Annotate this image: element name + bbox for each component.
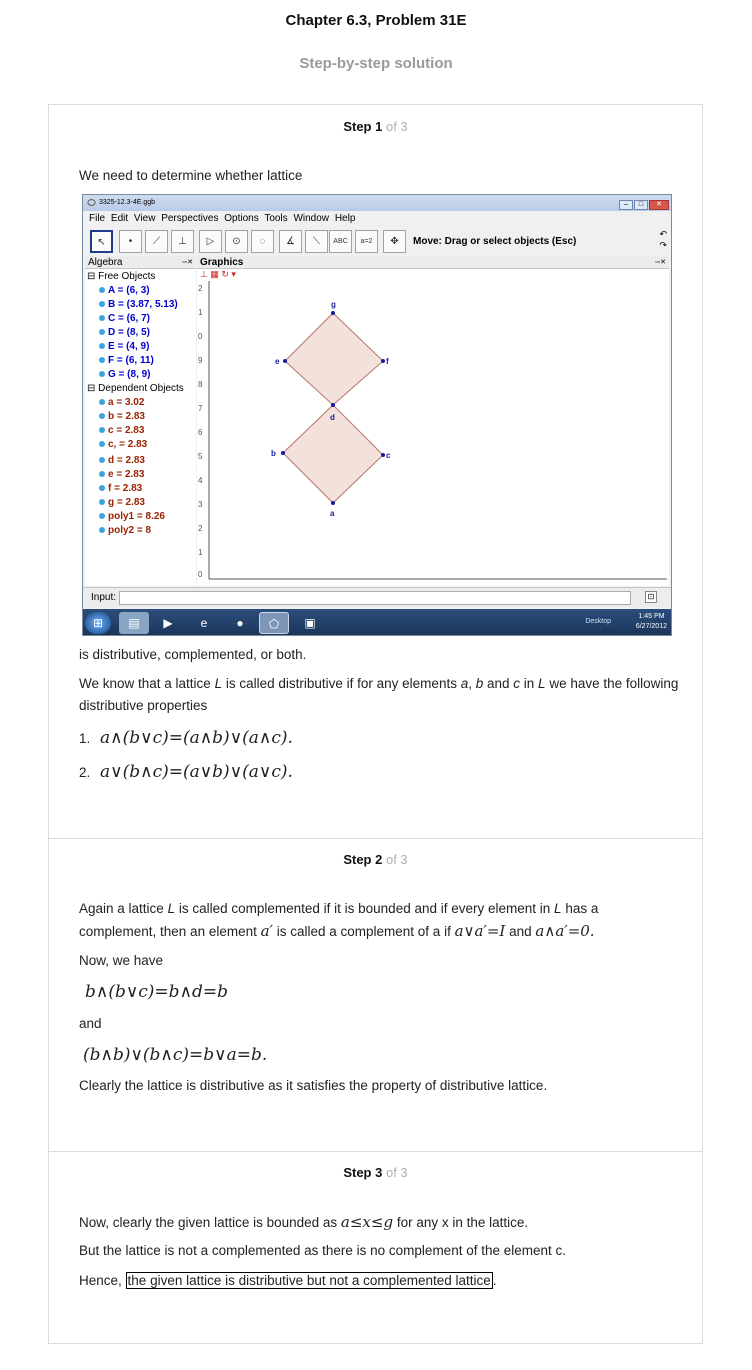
algebra-title: Algebra (88, 257, 123, 268)
firefox-icon[interactable]: ● (236, 616, 244, 630)
algebra-header (85, 256, 196, 269)
taskbar (83, 609, 672, 636)
algebra-item[interactable]: D = (8, 5) (99, 327, 150, 338)
graphics-view[interactable] (197, 269, 669, 586)
start-button-icon[interactable]: ⊞ (85, 612, 111, 634)
svg-text:6: 6 (198, 428, 203, 437)
menu-window[interactable]: Window (293, 213, 330, 224)
step-3-of: of 3 (385, 1165, 408, 1180)
point-tool-icon[interactable]: • (119, 230, 142, 253)
powerpoint-icon[interactable]: ▣ (304, 616, 316, 630)
algebra-item[interactable]: poly1 = 8.26 (99, 511, 165, 522)
step-2-text-and: and (509, 924, 532, 939)
menu-file[interactable]: File (89, 213, 106, 224)
y-tick-labels (198, 284, 203, 579)
text-tool-icon[interactable]: ABC (329, 230, 352, 253)
input-help-icon[interactable]: ⊡ (645, 591, 657, 603)
step-2-and: and (79, 1016, 102, 1031)
free-objects-label[interactable]: ⊟ Free Objects (87, 271, 156, 282)
menubar (83, 211, 672, 227)
math-join-identity: a∨a′=I (454, 922, 506, 940)
algebra-item[interactable]: F = (6, 11) (99, 355, 154, 366)
step-divider (49, 1151, 702, 1152)
undo-redo-icon[interactable]: ↶ ↷ (659, 229, 667, 250)
minimize-icon[interactable]: – (619, 200, 633, 210)
menu-view[interactable]: View (133, 213, 156, 224)
step-divider (49, 838, 702, 839)
internet-explorer-icon[interactable]: e (200, 616, 208, 630)
window-titlebar (83, 195, 672, 211)
algebra-item[interactable]: c, = 2.83 (99, 439, 147, 450)
algebra-item[interactable]: f = 2.83 (99, 483, 142, 494)
algebra-item[interactable]: poly2 = 8 (99, 525, 151, 536)
label-d: d (330, 413, 335, 422)
point-e (283, 359, 287, 363)
move-tool-icon[interactable]: ↖ (90, 230, 113, 253)
menu-tools[interactable]: Tools (264, 213, 288, 224)
polygon-tool-icon[interactable]: ▷ (199, 230, 222, 253)
point-c (381, 453, 385, 457)
algebra-item[interactable]: e = 2.83 (99, 469, 144, 480)
point-d (331, 403, 335, 407)
menu-edit[interactable]: Edit (110, 213, 129, 224)
media-player-icon[interactable]: ▶ (163, 616, 173, 630)
graphics-canvas[interactable] (197, 281, 669, 586)
step-1-intro: We need to determine whether lattice (79, 168, 303, 183)
svg-text:1: 1 (198, 548, 203, 557)
solution-box (48, 104, 703, 1344)
algebra-item[interactable]: A = (6, 3) (99, 285, 150, 296)
step-3-not-complemented: But the lattice is not a complemented as there is no complement of the element c. (79, 1243, 567, 1258)
svg-text:3: 3 (198, 500, 203, 509)
property-1-number: 1. (79, 731, 91, 746)
label-f: f (386, 357, 389, 366)
algebra-item[interactable]: a = 3.02 (99, 397, 144, 408)
step-2-of: of 3 (385, 852, 408, 867)
step-2-conclusion: Clearly the lattice is distributive as it satisfies the property of distributive lattice. (79, 1078, 548, 1093)
property-2-number: 2. (79, 765, 91, 780)
math-meet-zero: a∧a′=0. (535, 922, 595, 940)
step-3-title: Step 3 (343, 1165, 383, 1180)
svg-text:0: 0 (198, 332, 203, 341)
label-a: a (330, 509, 335, 518)
step-2-complement-definition: Again a lattice L is called complemented if it is bounded and if every element in L has a complement, then an element a′ is called a complement of a if a∨a′=I and a∧a′=0. (79, 901, 599, 940)
slider-tool-icon[interactable]: a=2 (355, 230, 378, 253)
label-e: e (275, 357, 280, 366)
graphics-style-bar[interactable]: ⊥ ▦ ↻ ▾ (200, 269, 236, 279)
step-1-after-image: is distributive, complemented, or both. (79, 647, 307, 662)
property-1 (79, 727, 679, 750)
menu-perspectives[interactable]: Perspectives (161, 213, 219, 224)
algebra-view (85, 269, 196, 586)
toolbar (83, 227, 672, 255)
input-bar (83, 587, 672, 607)
svg-text:2: 2 (198, 524, 203, 533)
graphics-title: Graphics (200, 257, 244, 268)
window-title: 3325-12.3-4E.ggb (99, 199, 156, 206)
svg-text:0: 0 (198, 570, 203, 579)
svg-text:7: 7 (198, 404, 203, 413)
svg-text:5: 5 (198, 452, 203, 461)
menu-help[interactable]: Help (334, 213, 356, 224)
circle-tool-icon[interactable]: ⊙ (225, 230, 248, 253)
tool-help-text: Move: Drag or select objects (Esc) (413, 236, 577, 247)
line-tool-icon[interactable]: ⟋ (145, 230, 168, 253)
algebra-item[interactable]: G = (8, 9) (99, 369, 151, 380)
algebra-item[interactable]: c = 2.83 (99, 425, 144, 436)
svg-text:2: 2 (198, 284, 203, 293)
property-1-formula: a∧(b∨c)=(a∧b)∨(a∧c). (100, 728, 293, 748)
step-2-text-b: is called a complement of a if (276, 924, 451, 939)
geogebra-taskbar-icon[interactable]: ⬠ (259, 612, 289, 634)
taskbar-clock: 1:45 PM 6/27/2012 (635, 613, 667, 630)
svg-text:1: 1 (198, 308, 203, 317)
page-subtitle: Step-by-step solution (299, 55, 453, 72)
math-a-prime: a′ (260, 922, 273, 940)
reflect-tool-icon[interactable]: ⟍ (305, 230, 328, 253)
equation-2-formula: (b∧b)∨(b∧c)=b∨a=b. (83, 1045, 268, 1065)
math-bounds: a≤x≤g (340, 1213, 394, 1231)
step-1-label (49, 119, 702, 134)
step-3-label (49, 1165, 702, 1180)
input-label: Input: (91, 592, 117, 603)
upper-diamond-polygon[interactable] (285, 313, 383, 405)
geogebra-screenshot (82, 194, 672, 636)
equation-2 (83, 1044, 683, 1067)
step-3-bounded: Now, clearly the given lattice is bounded as a≤x≤g for any x in the lattice. (79, 1213, 529, 1231)
step-2-label (49, 852, 702, 867)
explorer-icon[interactable]: ▤ (119, 612, 149, 634)
graphics-header (197, 256, 669, 269)
property-2-formula: a∨(b∧c)=(a∨b)∨(a∨c). (100, 762, 293, 782)
menu-options[interactable]: Options (224, 213, 259, 224)
point-g (331, 311, 335, 315)
svg-text:4: 4 (198, 476, 203, 485)
final-answer-box: the given lattice is distributive but not a complemented lattice (127, 1273, 491, 1288)
geogebra-icon (87, 198, 96, 207)
step-1-of: of 3 (385, 119, 408, 134)
equation-1 (85, 981, 685, 1004)
maximize-icon[interactable]: □ (634, 200, 648, 210)
taskbar-desktop[interactable]: Desktop (585, 618, 611, 625)
label-b: b (271, 449, 276, 458)
svg-text:9: 9 (198, 356, 203, 365)
page-title: Chapter 6.3, Problem 31E (285, 12, 467, 29)
algebra-item[interactable]: b = 2.83 (99, 411, 145, 422)
svg-text:8: 8 (198, 380, 203, 389)
angle-tool-icon[interactable]: ∡ (279, 230, 302, 253)
algebra-item[interactable]: g = 2.83 (99, 497, 145, 508)
property-2 (79, 761, 679, 784)
perpendicular-tool-icon[interactable]: ⊥ (171, 230, 194, 253)
close-icon[interactable]: ✕ (649, 200, 669, 210)
step-2-now: Now, we have (79, 953, 164, 968)
input-field[interactable] (119, 591, 631, 605)
point-a (331, 501, 335, 505)
label-c: c (386, 451, 391, 460)
move-view-tool-icon[interactable]: ✥ (383, 230, 406, 253)
ellipse-tool-icon[interactable]: ◌ (251, 230, 274, 253)
algebra-item[interactable]: d = 2.83 (99, 455, 145, 466)
algebra-item[interactable]: B = (3.87, 5.13) (99, 299, 178, 310)
step-2-title: Step 2 (343, 852, 383, 867)
point-f (381, 359, 385, 363)
label-g: g (331, 300, 336, 309)
step-1-definition: We know that a lattice L is called distributive if for any elements a, b and c in L we have the following distributive properties (79, 676, 679, 713)
algebra-item[interactable]: E = (4, 9) (99, 341, 149, 352)
graphics-close-icon[interactable]: ▫▫✕ (655, 259, 666, 266)
equation-1-formula: b∧(b∨c)=b∧d=b (85, 982, 229, 1002)
step-3-final-answer: Hence, the given lattice is distributive but not a complemented lattice . (79, 1273, 497, 1288)
algebra-close-icon[interactable]: ▫▫✕ (182, 259, 193, 266)
algebra-item[interactable]: C = (6, 7) (99, 313, 150, 324)
step-1-title: Step 1 (343, 119, 383, 134)
dependent-objects-label[interactable]: ⊟ Dependent Objects (87, 383, 184, 394)
point-b (281, 451, 285, 455)
